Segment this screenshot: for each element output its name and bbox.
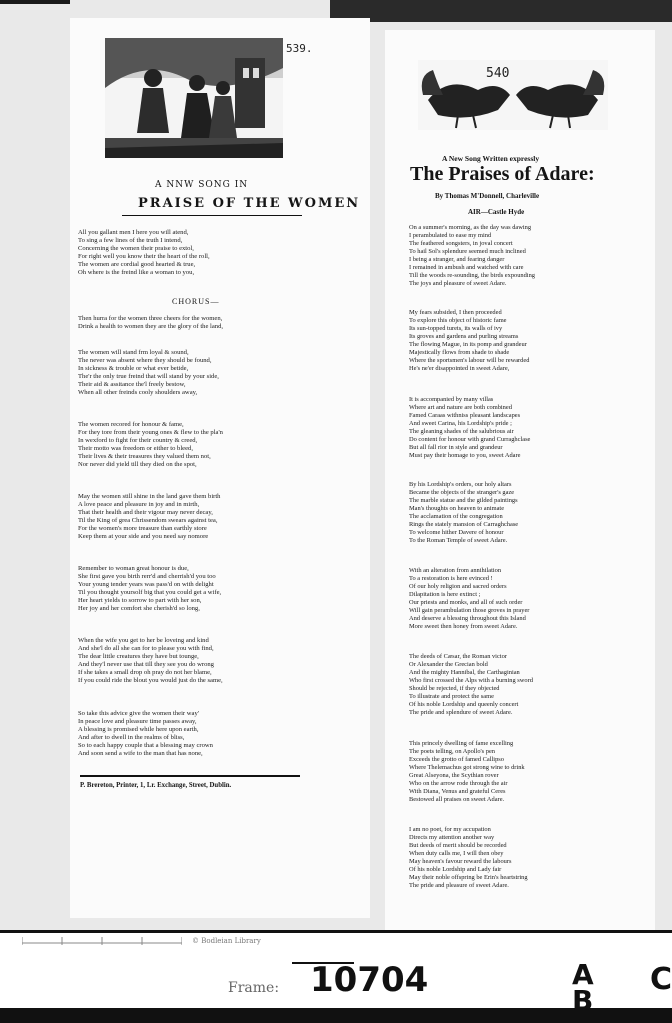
chorus-heading: CHORUS— [172,297,220,306]
left-verse-6: When the wife you get to her be loveing and kind And she'l do all she can for to please you with find, The dear little creatures they have but tounge, And they'l never use that till they see you do wrong If she takes a small drop oh pray do not her blame, If you could ride the blout you would just do the same, [78,637,223,685]
right-verse-1: On a summer's morning, as the day was dawing I perambulated to ease my mind The feathered songsters, in joval concert To hail Sol's splendure seemed much inclined I being a stranger, and fearing danger I remained in ambush and watched with care Till the woods re-sounding, the birds expounding The joys and pleasure of sweet Adare. [409,224,535,287]
right-song-title: The Praises of Adare: [410,163,595,185]
imprint-rule [80,775,300,777]
library-credit: © Bodleian Library [192,937,261,945]
right-verse-4: By his Lordship's orders, our holy altars Became the objects of the stranger's gaze The marble statue and the gilded paintings Man's thoughts on heaven to animate The acclamation of the congregation Rings the stately mansion of Carraghchase To welcome hither Davere of honour To the Roman Temple of sweet Adare. [409,481,519,544]
margin-mark-2: B [572,984,594,1017]
right-verse-6: The deeds of Cæsar, the Roman victor Or Alexander the Grecian bold And the mighty Hannibal, the Carthaginian Who first crossed the Alps with a burning sword Should be rejected, if they objected To illustrate and protect the same Of his noble Lordship and queenly concert The pride and splendure of sweet Adare. [409,653,533,716]
right-air: AIR—Castle Hyde [468,208,525,216]
left-verse-4: May the women still shine in the land gave them birth A love peace and pleasure in joy and in mirth, That their health and their vigour may never decay, Til the King of grea Chrissendom swears against tea, For the women's more treasure than earthly store Keep them at your side and you need say nomore [78,493,221,541]
woodcut-figures-svg [105,38,283,158]
left-title-rule [122,215,302,216]
right-subheading: A New Song Written expressly [442,154,540,163]
edge-shadow [0,0,70,4]
left-song-title: PRAISE OF THE WOMEN [138,196,361,211]
left-verse-5: Remember to woman great honour is due, She first gave you birth rerr'd and cherrish'd you too Your young tender years was pass'd on with delight Til you thought yoursolf big that you could get a wife, Her heart yields to sorrow to part with her son, Her joy and her comfort she cherish'd so long, [78,565,222,613]
margin-mark-3: C [650,962,672,997]
printer-imprint: P. Brereton, Printer, 1, Lr. Exchange, Street, Dublin. [80,782,232,789]
woodcut-fighting-cocks-illustration [418,60,608,130]
right-verse-7: This princely dwelling of fame excelling The poets telling, on Apollo's pen Exceeds the grotto of famed Callipso Where Thelemachus got strong wine to drink Great Alseyona, the Scythian rover Who on the arrow rode through the air With Diana, Venus and grateful Ceres Bestowed all praises on sweet Adare. [409,740,525,803]
right-verse-2: My fears subsided, I then proceeded To explore this object of historic fame Its sun-topped turets, its walls of ivy Its groves and gardens and purling streams The flowing Mague, in its pomp and grandeur Majestically flows from shade to shade Where the sportsmen's labour will be rewarded He's ne'er disappointed in sweet Adare, [409,309,530,372]
right-verse-3: It is accompanied by many villas Where art and nature are both combined Famed Caraas withniss pleasant landscapes And sweet Carina, his Lordship's pride ; The gleaning shades of the salubrious air Do content for honour with grand Curraghclase But all fall rior in style and grandeur Must pay their homage to you, sweet Adare [409,396,531,459]
frame-number: 10704 [310,960,429,1000]
left-verse-3: The women recored for honour & fame, For they tore from their young ones & flew to the pla'n In wexford to fight for their country & creed, Their motto was freedom or either to bleed, Their lives & their treasures they valued them not, Nor never did yield till they died on the spot, [78,421,223,469]
left-folio-number: 539. [286,42,313,55]
frame-label: Frame: [228,980,280,996]
left-verse-7: So take this advice give the women their way' In peace love and pleasure time passes away, A blessing is promised while here upon earth, And after to dwell in the realms of bliss, So to each happy couple that a blessing may crown And soon send a wife to the man that has none, [78,710,213,758]
fighting-cocks-svg [418,60,608,130]
measurement-scale [22,933,182,945]
right-folio-number: 540 [486,66,510,81]
right-verse-8: I am no poet, for my accupation Directs my attention another way But deeds of merit should be recorded When duty calls me, I will then obey May heaven's favour reward the labours Of his noble Lordship and Lady fair May their noble offspring be Erin's heartstring The pride and pleasure of sweet Adare. [409,826,528,889]
right-author: By Thomas M'Donnell, Charleville [435,192,540,200]
left-verse-1: All you gallant men I here you will atend, To sing a few lines of the truth I intend, Concerning the women their praise to extol, For right well you know their the heart of the roll, The women are cordial good hearted & true, Oh where is the freind like a woman to you, [78,229,210,277]
left-verse-2: The women will stand frm loyal & sound, The never was absent where they should be found, In sickness & trouble or what ever betide, The'r the only true freind that will stand by your side, Their aid & assitance the'l freely bestow, When all other freinds cooly shoulders away, [78,349,219,397]
margin-mark-1: A [572,958,594,991]
edge-shadow-top [330,0,672,22]
woodcut-figures-illustration [105,38,283,158]
chorus-text: Then hurra for the women three cheers for the women, Drink a health to women they are the glory of the land, [78,315,224,331]
right-verse-5: With an alteration from annihilation To a restoration is here evinced ! Of our holy religion and sacred orders Dilapitation is here extinct ; Our priests and monks, and all of such order Will gain perambulation those groves in prayer And deserve a blessing throughout this Island More sweet then honey from sweet Adare. [409,567,530,630]
left-heading-small: A NNW SONG IN [155,180,249,190]
margin-marks [572,958,594,1017]
